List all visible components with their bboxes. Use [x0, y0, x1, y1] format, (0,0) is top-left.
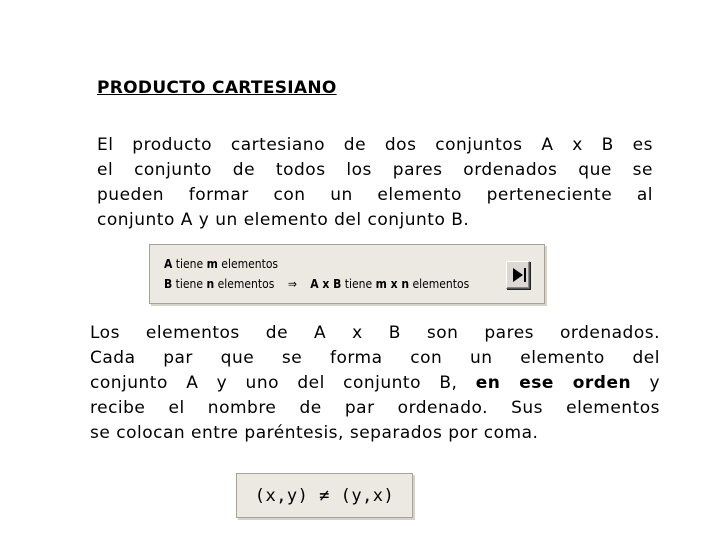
cardinality-formula-box [149, 244, 545, 304]
elementos-text: elementos [221, 257, 279, 271]
emphasis-text: en ese orden [475, 373, 632, 393]
tiene-text: tiene [175, 277, 204, 291]
tiene-text: tiene [344, 277, 373, 291]
formula-row-a [164, 257, 278, 271]
elementos-text: elementos [412, 277, 470, 291]
m-variable: m [206, 257, 218, 271]
section-title: PRODUCTO CARTESIANO [97, 78, 337, 98]
definition-text [97, 133, 653, 233]
paragraph-line [90, 371, 660, 396]
ordered-pair-paragraph [90, 321, 660, 446]
paragraph-line: se colocan entre paréntesis, separados por coma. [90, 423, 539, 443]
axb-label: A x B [310, 277, 342, 291]
paragraph-text: conjunto A y uno del conjunto B, [90, 373, 476, 393]
paragraph-line: Los elementos de A x B son pares ordenados. [90, 323, 660, 343]
set-b-label: B [164, 277, 173, 291]
tiene-text: tiene [175, 257, 204, 271]
elementos-text: elementos [217, 277, 275, 291]
implies-icon: ⇒ [287, 277, 297, 291]
set-a-label: A [164, 257, 173, 271]
step-bar-icon [524, 268, 526, 282]
definition-line: el conjunto de todos los pares ordenados que se [97, 160, 653, 180]
formula-row-b [164, 277, 469, 291]
paragraph-line: Cada par que se forma con un elemento del [90, 348, 660, 368]
play-step-icon [513, 268, 523, 282]
mxn-variable: m x n [375, 277, 410, 291]
play-step-button[interactable] [506, 261, 530, 289]
definition-line: pueden formar con un elemento perteneciente al [97, 185, 653, 205]
inequality-formula: (x,y) ≠ (y,x) [254, 485, 395, 506]
definition-line: El producto cartesiano de dos conjuntos A x B es [97, 135, 653, 155]
paragraph-text: y [631, 373, 661, 393]
inequality-box [236, 473, 413, 518]
paragraph-line: recibe el nombre de par ordenado. Sus elementos [90, 398, 660, 418]
n-variable: n [206, 277, 215, 291]
definition-line: conjunto A y un elemento del conjunto B. [97, 210, 470, 230]
